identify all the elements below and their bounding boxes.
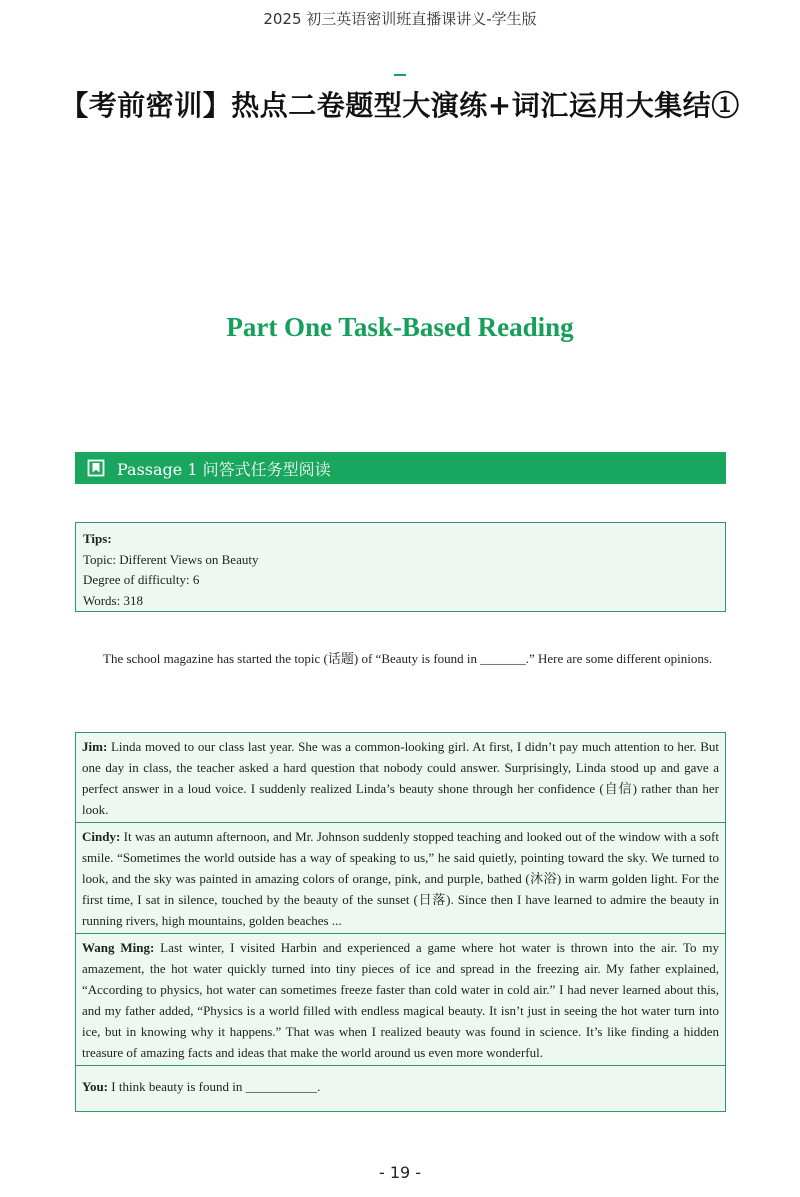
opinions-table <box>75 732 726 1112</box>
speaker-name: Wang Ming: <box>82 940 155 955</box>
part-title: Part One Task-Based Reading <box>226 312 574 342</box>
speaker-name: You: <box>82 1079 109 1094</box>
intro-paragraph: The school magazine has started the topic (话题) of “Beauty is found in _______.” Here are some different opinions. <box>103 651 713 666</box>
opinion-jim <box>76 733 725 823</box>
running-header: 2025 初三英语密训班直播课讲义-学生版 <box>263 10 537 28</box>
opinion-you <box>76 1066 725 1111</box>
tips-word-count: Words: 318 <box>83 592 143 608</box>
opinion-text: Linda moved to our class last year. She was a common-looking girl. At first, I didn’t pay much attention to her. But one day in class, the teacher asked a hard question that nobody could answer. Surprisingly, Linda stood up and gave a perfect answer in a loud voice. I suddenly realized Linda’s beauty shone through her confidence (自信) rather than her look. <box>82 739 719 817</box>
speaker-name: Cindy: <box>82 829 121 844</box>
tips-difficulty: Degree of difficulty: 6 <box>83 572 200 587</box>
opinion-text: Last winter, I visited Harbin and experienced a game where hot water is thrown into the air. To my amazement, the hot water quickly turned into tiny pieces of ice and spread in the freezing air. My father explained, “According to physics, hot water can sometimes freeze faster than cold water in cold air.” I had never learned about this, and my father added, “Physics is a world filled with endless magical beauty. It isn’t just in seeing the hot water turn into ice, but in knowing why it happens.” That was when I realized beauty was found in science. It’s like finding a hidden treasure of amazing facts and ideas that make the world around us even more wonderful. <box>82 940 719 1060</box>
speaker-name: Jim: <box>82 739 108 754</box>
tips-topic: Topic: Different Views on Beauty <box>83 551 259 567</box>
tips-heading: Tips: <box>83 531 112 546</box>
tips-box <box>75 522 726 612</box>
opinion-text: I think beauty is found in ___________. <box>108 1079 321 1094</box>
bookmark-icon <box>87 459 105 477</box>
document-title: 【考前密训】热点二卷题型大演练+词汇运用大集结① <box>60 89 740 122</box>
opinion-wang-ming <box>76 934 725 1066</box>
passage-heading-bar <box>75 452 726 484</box>
opinion-text: It was an autumn afternoon, and Mr. Johnson suddenly stopped teaching and looked out of the window with a soft smile. “Sometimes the world outside has a way of speaking to us,” he said quietly, pointing toward the sky. We turned to look, and the sky was painted in amazing colors of orange, pink, and purple, bathed (沐浴) in warm golden light. For the first time, I sat in silence, touched by the beauty of the sunset (日落). Since then I have learned to admire the beauty in running rivers, high mountains, golden beaches ... <box>82 829 719 928</box>
title-dash-mark <box>394 74 406 76</box>
opinion-cindy <box>76 823 725 934</box>
page-number: - 19 - <box>378 1163 422 1182</box>
passage-heading-label: Passage 1 问答式任务型阅读 <box>117 459 331 479</box>
